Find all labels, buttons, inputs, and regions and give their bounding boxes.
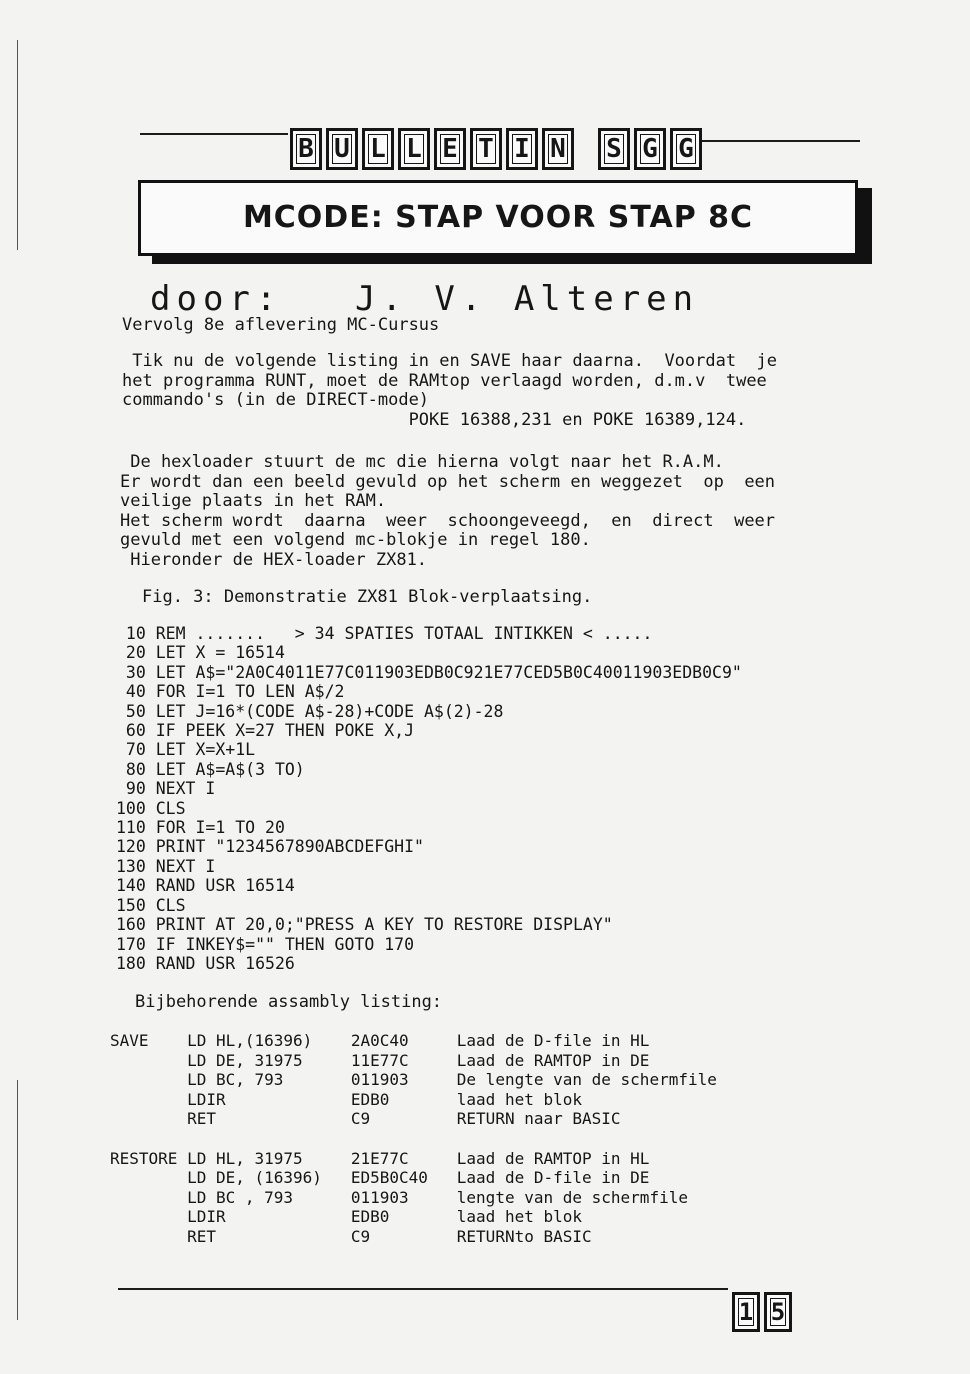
masthead	[290, 128, 706, 170]
code-line: 100 CLS	[116, 798, 186, 818]
asm-line: RET C9 RETURN naar BASIC	[110, 1109, 621, 1129]
code-line: 20 LET X = 16514	[116, 643, 285, 663]
text-line: commando's (in de DIRECT-mode)	[122, 390, 430, 410]
asm-line: LD DE, (16396) ED5B0C40 Laad de D-file in DE	[110, 1168, 650, 1188]
code-line: 40 FOR I=1 TO LEN A$/2	[116, 682, 345, 702]
code-line: 10 REM ....... > 34 SPATIES TOTAAL INTIKKEN < .....	[116, 624, 653, 643]
masthead-letter: G	[670, 128, 702, 170]
masthead-letter: L	[398, 128, 430, 170]
asm-line: LDIR EDB0 laad het blok	[110, 1089, 583, 1109]
asm-line: LD BC, 793 011903 De lengte van de schermfile	[110, 1070, 717, 1090]
page-number	[732, 1292, 796, 1332]
masthead-letter: G	[634, 128, 666, 170]
code-line: 170 IF INKEY$="" THEN GOTO 170	[116, 934, 415, 954]
asm-line: RESTORE LD HL, 31975 21E77C Laad de RAMTOP in HL	[110, 1148, 650, 1168]
basic-listing	[116, 624, 742, 973]
asm-line: LD BC , 793 011903 lengte van de schermfile	[110, 1187, 688, 1207]
code-line: 180 RAND USR 16526	[116, 953, 295, 973]
code-line: 50 LET J=16*(CODE A$-28)+CODE A$(2)-28	[116, 701, 504, 721]
masthead-letter: N	[542, 128, 574, 170]
author-name: J. V. Alteren	[355, 279, 700, 319]
text-line: De hexloader stuurt de mc die hierna volgt naar het R.A.M.	[120, 452, 724, 472]
code-line: 130 NEXT I	[116, 856, 216, 876]
code-line: 60 IF PEEK X=27 THEN POKE X,J	[116, 721, 415, 741]
code-line: 70 LET X=X+1L	[116, 740, 256, 760]
page-digit: 1	[732, 1292, 760, 1332]
assembly-listing	[110, 1031, 717, 1247]
masthead-rule-right	[680, 140, 860, 142]
asm-line: SAVE LD HL,(16396) 2A0C40 Laad de D-file in HL	[110, 1031, 650, 1050]
asm-line: RET C9 RETURNto BASIC	[110, 1226, 592, 1246]
masthead-letter: I	[506, 128, 538, 170]
asm-caption: Bijbehorende assambly listing:	[135, 992, 443, 1012]
page-digit: 5	[764, 1292, 792, 1332]
masthead-word-bulletin	[290, 128, 578, 170]
masthead-letter: E	[434, 128, 466, 170]
intro-paragraph	[122, 352, 777, 430]
author-label: door:	[150, 279, 283, 319]
code-line: 150 CLS	[116, 895, 186, 915]
text-line: POKE 16388,231 en POKE 16389,124.	[122, 409, 747, 430]
asm-line: LD DE, 31975 11E77C Laad de RAMTOP in DE	[110, 1050, 650, 1070]
text-line: veilige plaats in het RAM.	[120, 491, 387, 511]
code-line: 80 LET A$=A$(3 TO)	[116, 759, 305, 779]
code-line: 120 PRINT "1234567890ABCDEFGHI"	[116, 837, 424, 857]
masthead-rule-left	[140, 133, 288, 135]
masthead-letter: S	[598, 128, 630, 170]
code-line: 30 LET A$="2A0C4011E77C011903EDB0C921E77CED5B0C40011903EDB0C9"	[116, 662, 742, 682]
masthead-letter: B	[290, 128, 322, 170]
subtitle: Vervolg 8e aflevering MC-Cursus	[122, 315, 440, 335]
masthead-word-sgg	[598, 128, 706, 170]
text-line: het programma RUNT, moet de RAMtop verlaagd worden, d.m.v twee	[122, 370, 767, 391]
title-box	[138, 180, 858, 256]
text-line: Tik nu de volgende listing in en SAVE haar daarna. Voordat je	[122, 351, 778, 371]
text-line: Het scherm wordt daarna weer schoongeveegd, en direct weer	[120, 510, 776, 531]
hexloader-paragraph	[120, 453, 775, 570]
code-line: 160 PRINT AT 20,0;"PRESS A KEY TO RESTORE DISPLAY"	[116, 915, 613, 935]
masthead-letter: T	[470, 128, 502, 170]
asm-line	[110, 1129, 717, 1149]
page-title: MCODE: STAP VOOR STAP 8C	[242, 200, 754, 235]
masthead-letter: L	[362, 128, 394, 170]
margin-line	[17, 1080, 18, 1320]
figure-caption: Fig. 3: Demonstratie ZX81 Blok-verplaatsing.	[142, 587, 593, 607]
footer-rule	[118, 1288, 728, 1290]
code-line: 110 FOR I=1 TO 20	[116, 818, 285, 838]
code-line: 140 RAND USR 16514	[116, 876, 295, 896]
text-line: Hieronder de HEX-loader ZX81.	[120, 549, 428, 570]
code-line: 90 NEXT I	[116, 779, 216, 799]
margin-line	[17, 40, 18, 250]
masthead-letter: U	[326, 128, 358, 170]
text-line: gevuld met een volgend mc-blokje in regel 180.	[120, 530, 591, 550]
text-line: Er wordt dan een beeld gevuld op het scherm en weggezet op een	[120, 471, 776, 492]
asm-line: LDIR EDB0 laad het blok	[110, 1207, 583, 1227]
